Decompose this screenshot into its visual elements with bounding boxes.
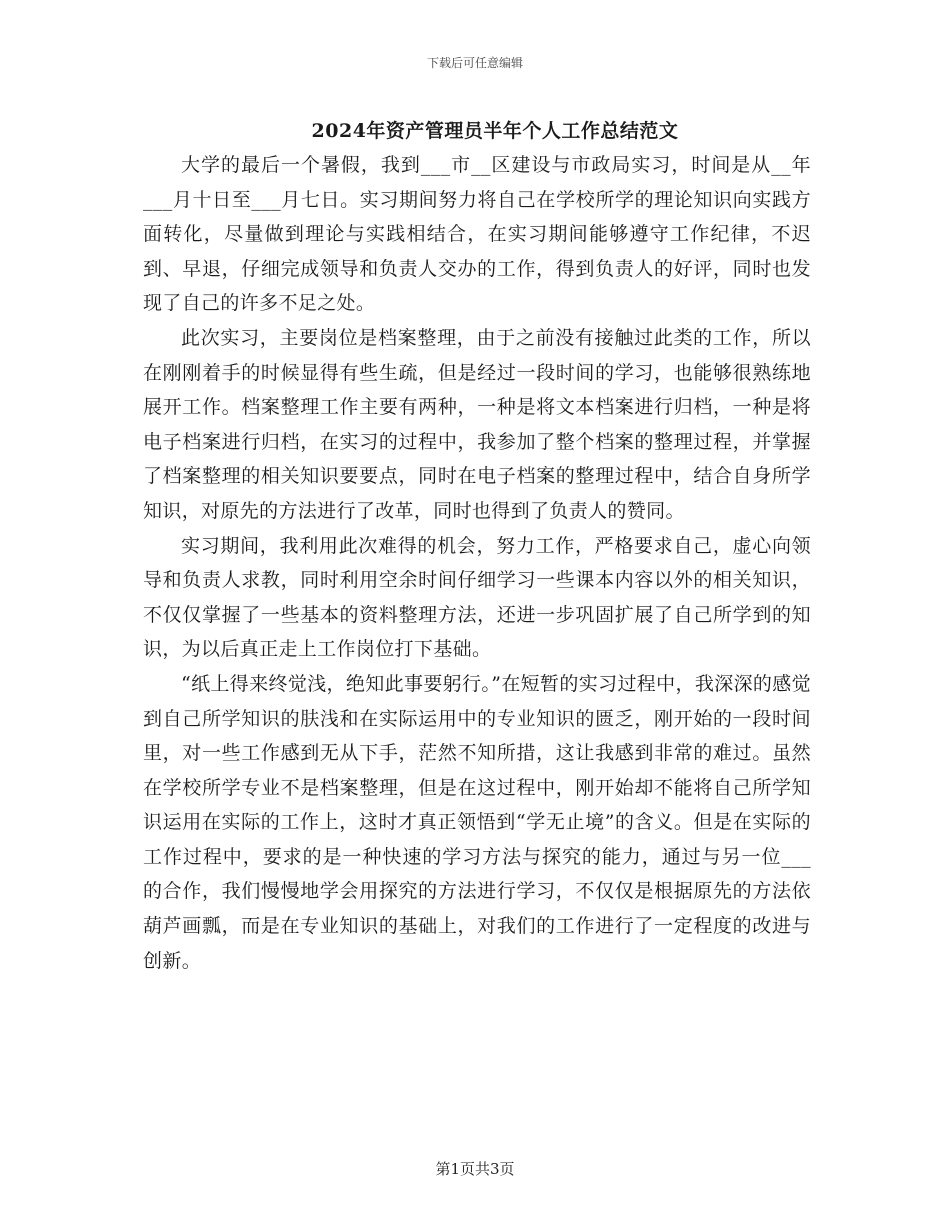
page-number: 第1页共3页 — [435, 1160, 515, 1178]
paragraph: 实习期间，我利用此次难得的机会，努力工作，严格要求自己，虚心向领导和负责人求教，同时利用空余时间仔细学习一些课本内容以外的相关知识，不仅仅掌握了一些基本的资料整理方法，还进一步巩固扩展了自己所学到的知识，为以后真正走上工作岗位打下基础。 — [143, 534, 811, 661]
page-header-note: 下载后可任意编辑 — [426, 56, 523, 70]
paragraph: 大学的最后一个暑假，我到___市__区建设与市政局实习，时间是从__年___月十日至___月七日。实习期间努力将自己在学校所学的理论知识向实践方面转化，尽量做到理论与实践相结合，在实习期间能够遵守工作纪律，不迟到、早退，仔细完成领导和负责人交办的工作，得到负责人的好评，同时也发现了自己的许多不足之处。 — [143, 154, 811, 315]
document-body — [143, 148, 811, 978]
paragraph: 此次实习，主要岗位是档案整理，由于之前没有接触过此类的工作，所以在刚刚着手的时候显得有些生疏，但是经过一段时间的学习，也能够很熟练地展开工作。档案整理工作主要有两种，一种是将文本档案进行归档，一种是将电子档案进行归档，在实习的过程中，我参加了整个档案的整理过程，并掌握了档案整理的相关知识要要点，同时在电子档案的整理过程中，结合自身所学知识，对原先的方法进行了改革，同时也得到了负责人的赞同。 — [143, 326, 811, 522]
document-title: 2024年资产管理员半年个人工作总结范文 — [311, 120, 679, 142]
paragraph: “纸上得来终觉浅，绝知此事要躬行。”在短暂的实习过程中，我深深的感觉到自己所学知识的肤浅和在实际运用中的专业知识的匮乏，刚开始的一段时间里，对一些工作感到无从下手，茫然不知所措，这让我感到非常的难过。虽然在学校所学专业不是档案整理，但是在这过程中，刚开始却不能将自己所学知识运用在实际的工作上，这时才真正领悟到“学无止境”的含义。但是在实际的工作过程中，要求的是一种快速的学习方法与探究的能力，通过与另一位___的合作，我们慢慢地学会用探究的方法进行学习，不仅仅是根据原先的方法依葫芦画瓢，而是在专业知识的基础上，对我们的工作进行了一定程度的改进与创新。 — [143, 672, 811, 972]
